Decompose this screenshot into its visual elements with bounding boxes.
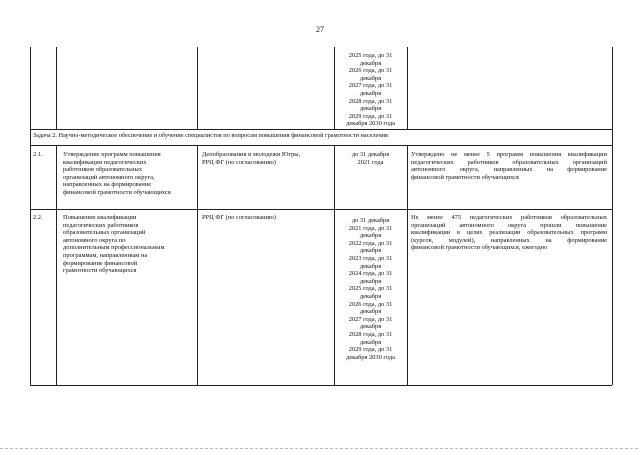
date-line: декабря <box>359 338 382 346</box>
text-line: автономного округа, направленных на формирование <box>411 166 607 174</box>
text-line: образовательных организаций <box>63 229 146 237</box>
result-cell <box>411 151 607 181</box>
executor-cell <box>202 151 300 166</box>
date-line: декабря 2030 года <box>346 120 395 128</box>
text-line: Утверждено не менее 5 программ повышения квалификации <box>411 151 607 158</box>
table-border-right <box>612 47 613 385</box>
date-line: декабря <box>359 59 382 67</box>
col-divider <box>197 145 198 385</box>
col-divider <box>407 47 408 129</box>
task-heading: Задача 2. Научно-методическое обеспечение и обучение специалистов по вопросам повышения финансовой грамотности населения <box>33 132 388 139</box>
row-divider <box>30 209 612 210</box>
date-line: 2029 года, до 31 <box>348 346 393 354</box>
date-line: 2026 года, до 31 <box>348 67 393 75</box>
text-line: Повышение квалификации <box>63 214 137 221</box>
text-line: работников образовательных <box>63 166 143 174</box>
date-line: 2021 года, до 31 <box>348 224 393 232</box>
date-line: 2021 года <box>357 158 384 166</box>
activity-cell <box>63 151 171 197</box>
text-line: организаций автономного округа, <box>63 173 155 181</box>
date-line: декабря <box>359 308 382 316</box>
text-line: программам, направленным на <box>63 251 148 259</box>
text-line: педагогических работников образовательных организаций <box>411 158 607 166</box>
date-line: до 31 декабря <box>351 151 390 158</box>
col-divider <box>197 47 198 129</box>
row-number: 2.2. <box>33 214 43 221</box>
date-line: 2029 года, до 31 <box>348 112 393 120</box>
date-line: декабря <box>359 74 382 82</box>
col-divider <box>56 145 57 385</box>
date-line: декабря <box>359 232 382 240</box>
date-line: 2024 года, до 31 <box>348 270 393 278</box>
date-line: 2025 года, до 31 <box>348 285 393 293</box>
measures-table <box>30 47 612 385</box>
text-line: дополнительным профессиональным <box>63 244 165 252</box>
date-line: 2027 года, до 31 <box>348 315 393 323</box>
text-line: автономного округа по <box>63 236 126 244</box>
text-line: педагогических работников <box>63 221 139 229</box>
col-divider <box>56 47 57 129</box>
activity-cell <box>63 214 165 275</box>
table-border-left <box>30 47 31 385</box>
date-line: декабря <box>359 262 382 270</box>
text-line: РРЦ ФГ (по согласованию) <box>202 158 276 166</box>
date-line: 2022 года, до 31 <box>348 239 393 247</box>
date-line: декабря <box>359 277 382 285</box>
text-line: финансовой грамотности обучающихся, ежегодно <box>411 244 548 252</box>
date-line: 2027 года, до 31 <box>348 82 393 90</box>
text-line: формирование финансовой <box>63 259 138 267</box>
date-line: до 31 декабря <box>351 217 390 224</box>
top-row-dates <box>334 52 407 128</box>
page-number: 27 <box>316 25 324 34</box>
row-number: 2.1. <box>33 151 43 158</box>
col-divider <box>407 145 408 385</box>
row-divider <box>30 129 612 130</box>
date-line: 2023 года, до 31 <box>348 254 393 262</box>
date-line: декабря <box>359 89 382 97</box>
date-line: 2028 года, до 31 <box>348 97 393 105</box>
dates-cell <box>334 217 407 361</box>
text-line: квалификации педагогических <box>63 158 147 166</box>
table-border-bottom <box>30 385 612 386</box>
result-cell <box>411 214 607 252</box>
text-line: финансовой грамотности обучающихся <box>63 188 171 196</box>
date-line: декабря <box>359 323 382 331</box>
date-line: 2025 года, до 31 <box>348 52 393 59</box>
text-line: направленных на формирование <box>63 181 152 189</box>
text-line: финансовой грамотности обучающихся <box>411 173 519 181</box>
text-line: (курсов, модулей), направленных на формирование <box>411 236 607 244</box>
date-line: 2026 года, до 31 <box>348 300 393 308</box>
executor-cell <box>202 214 276 222</box>
text-line: организаций автономного округа прошли повышение <box>411 221 607 229</box>
date-line: декабря <box>359 105 382 113</box>
scan-artifact-line <box>0 448 640 449</box>
text-line: Депобразования и молодежи Югры, <box>202 151 301 158</box>
date-line: декабря <box>359 247 382 255</box>
dates-cell <box>334 151 407 166</box>
date-line: декабря 2030 года <box>346 353 395 361</box>
text-line: Утверждение программ повышения <box>63 151 161 158</box>
text-line: Не менее 475 педагогических работников образовательных <box>411 214 607 221</box>
date-line: декабря <box>359 292 382 300</box>
text-line: грамотности обучающихся <box>63 267 137 275</box>
text-line: квалификации в целях реализации образовательных программ <box>411 229 607 237</box>
date-line: 2028 года, до 31 <box>348 330 393 338</box>
row-divider <box>30 145 612 146</box>
text-line: РРЦ ФГ (по согласованию) <box>202 214 276 221</box>
